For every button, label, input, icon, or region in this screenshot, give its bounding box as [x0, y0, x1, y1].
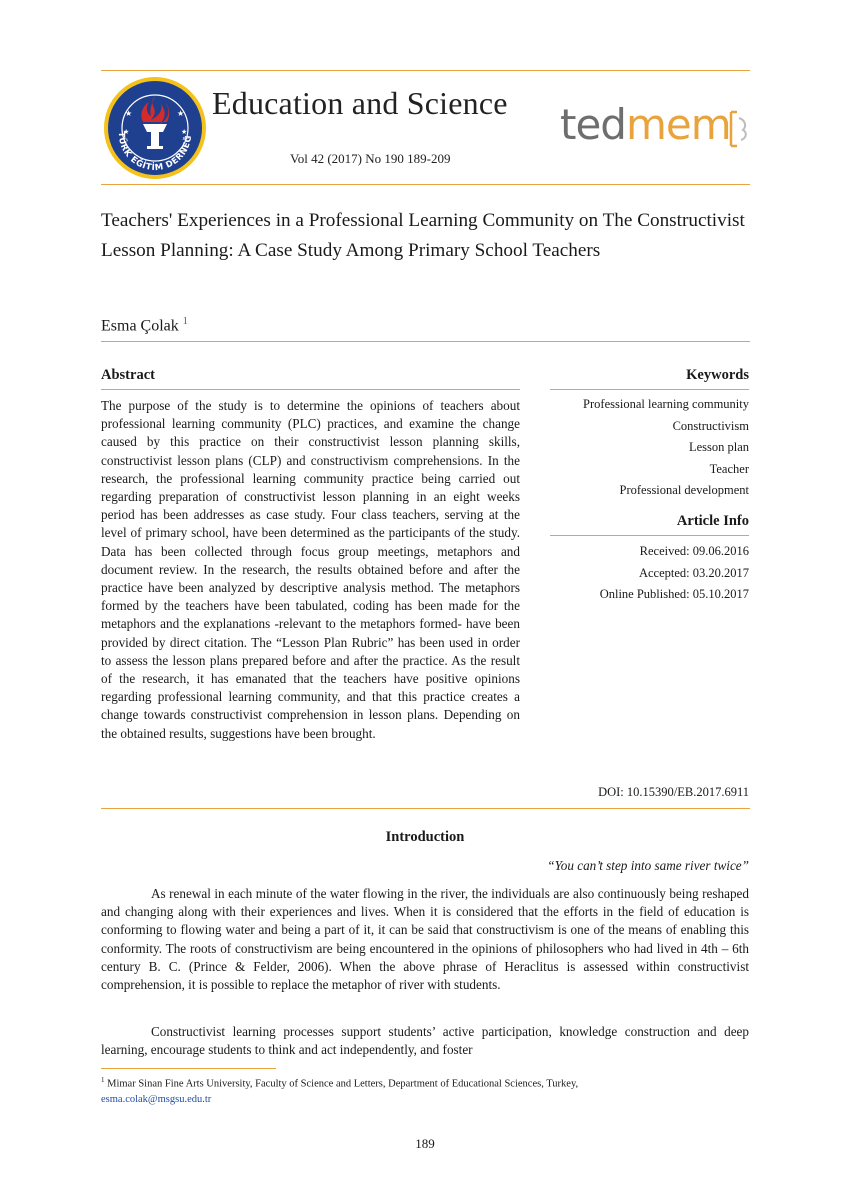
author-rule: [101, 341, 750, 342]
footnote: [101, 1073, 751, 1107]
keywords-heading: Keywords: [686, 367, 749, 383]
footnote-text: Mimar Sinan Fine Arts University, Faculty of Science and Letters, Department of Educational Sciences, Turkey,: [107, 1078, 579, 1090]
tedmem-bracket-icon: [727, 108, 751, 150]
author-email-link[interactable]: esma.colak@msgsu.edu.tr: [101, 1093, 212, 1105]
abstract-heading: Abstract: [101, 367, 155, 383]
intro-paragraph-2: [101, 1023, 749, 1059]
paper-title: Teachers' Experiences in a Professional Learning Community on The Constructivist Lesson Planning: A Case Study Among Primary School Teachers: [101, 210, 745, 261]
doi[interactable]: DOI: 10.15390/EB.2017.6911: [598, 785, 749, 799]
accepted-date: Accepted: 03.20.2017: [638, 565, 749, 580]
tedmem-brand: [560, 100, 731, 149]
intro-paragraph-1: [101, 885, 749, 994]
received-date: Received: 09.06.2016: [639, 544, 749, 558]
header-top-rule: [101, 70, 750, 71]
turk-egitim-dernegi-logo: [103, 76, 207, 180]
keyword-item: Lesson plan: [688, 440, 749, 454]
journal-title: Education and Science: [212, 85, 508, 121]
svg-text:★: ★: [123, 128, 130, 136]
header-bottom-rule: [101, 184, 750, 185]
author-footnote-marker: 1: [182, 316, 188, 327]
svg-text:TÜRK EĞİTİM DERNEĞİ: TÜRK EĞİTİM DERNEĞ: [115, 131, 195, 174]
keyword-item: Teacher: [709, 461, 749, 476]
keyword-item: Constructivism: [672, 418, 749, 433]
published-date: Online Published: 05.10.2017: [599, 587, 749, 601]
abstract-text: The purpose of the study is to determine the opinions of teachers about professional learning community (PLC) practices, and examine the change caused by this practice on their constructivist lesson planning skills, constructivist lesson plans (CLP) and constructivism comprehensions. In the research, the professional learning community practice being carried out regarding preparation of constructivist lesson planning in an eight weeks period has been addresses as case study. Four class teachers, serving at the level of primary school, have been determined as the participants of the study. Data has been collected through focus group meetings, metaphors and document review. In the research, the results obtained before and after the practice have been analyzed by descriptive analysis method. The metaphors formed by the teachers have been tabulated, coding has been made for the metaphors and the explanations -relevant to the metaphors formed- have been provided by direct citation. The “Lesson Plan Rubric” has been used in order to assess the lesson plans prepared before and after the practice. As the result of the research, it has emanated that the teachers have positive opinions regarding professional learning community, and that this practice creates a change towards constructivist comprehension in lesson plans. Depending on the obtained results, suggestions have been brought.: [101, 398, 520, 741]
keywords-list: [549, 396, 749, 504]
keyword-item: Professional development: [619, 483, 749, 497]
volume-info: Vol 42 (2017) No 190 189-209: [290, 151, 451, 166]
page-number: 189: [415, 1136, 435, 1151]
article-info-rule: [550, 535, 749, 536]
introduction-heading: Introduction: [385, 829, 465, 845]
article-info-heading: Article Info: [676, 513, 749, 529]
footnote-rule: [101, 1068, 276, 1069]
author-name-text: Esma Çolak: [101, 317, 179, 335]
footnote-marker: 1: [101, 1076, 105, 1084]
svg-text:★: ★: [181, 128, 188, 136]
svg-text:★: ★: [125, 109, 133, 118]
article-info-list: [529, 543, 749, 608]
epigraph-quote: “You can’t step into same river twice”: [547, 858, 749, 873]
brand-mem-text: mem: [625, 100, 731, 149]
intro-paragraph-2-text: Constructivist learning processes support students’ active participation, knowledge construction and deep learning, encourage students to think and act independently, and foster: [101, 1024, 749, 1058]
keyword-item: Professional learning community: [583, 397, 749, 411]
intro-paragraph-1-text: As renewal in each minute of the water flowing in the river, the individuals are also continuously being reshaped and changing along with their experiences and lives. When it is considered that the efforts in the field of education is conforming to flowing water and being a part of it, it can be said that constructivism is one of the means of enabling this conformity. The roots of constructivism are being encountered in the opinions of philosophers who had lived in 4th – 6th century B. C. (Prince & Felder, 2006). When the above phrase of Heraclitus is assessed within constructivist comprehension, it is possible to replace the metaphor of river with students.: [101, 886, 749, 993]
brand-ted-text: ted: [560, 100, 626, 149]
author-name: [101, 316, 188, 335]
keywords-rule: [550, 389, 749, 390]
svg-text:★: ★: [177, 109, 185, 118]
abstract-bottom-rule: [101, 808, 750, 809]
abstract-rule: [101, 389, 520, 390]
